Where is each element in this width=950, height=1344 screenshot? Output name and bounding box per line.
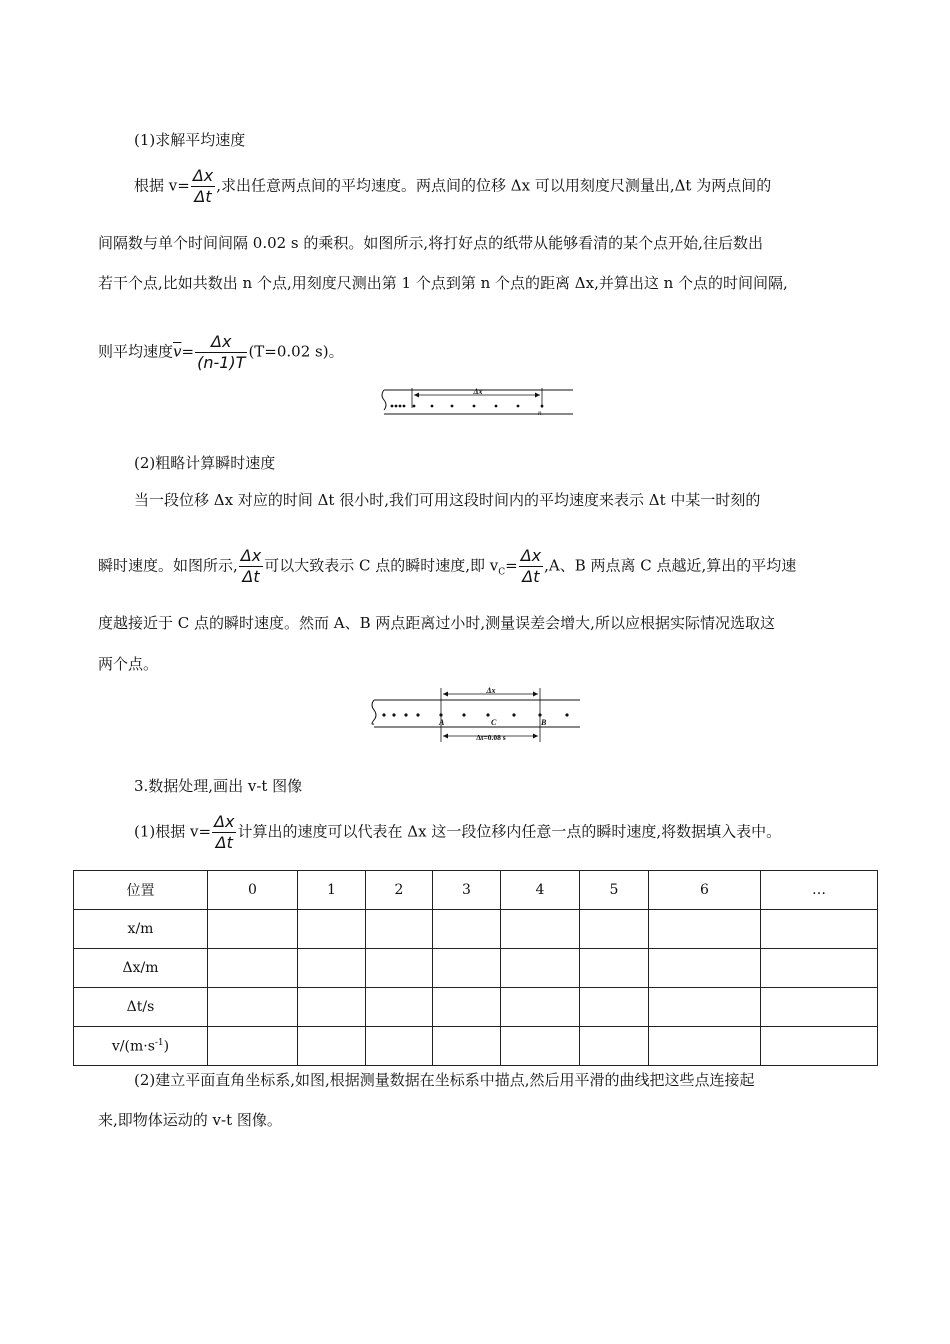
- table-cell: [208, 988, 298, 1027]
- table-cell: [649, 988, 761, 1027]
- section2-line3: 度越接近于 C 点的瞬时速度。然而 A、B 两点距离过小时,测量误差会增大,所以应根据实际情况选取这: [98, 614, 775, 632]
- section2-heading: (2)粗略计算瞬时速度: [134, 454, 276, 472]
- table-cell: [501, 1027, 580, 1066]
- table-cell: [649, 1027, 761, 1066]
- table-header-cell: 1: [298, 871, 366, 910]
- section3-line1: (1)根据 v= $\frac{\Delta x}{\Delta t}$ 计算出的速度可以代表在 Δx 这一段位移内任意一点的瞬时速度,将数据填入表中。: [134, 812, 782, 852]
- section1-line3: 若干个点,比如共数出 n 个点,用刻度尺测出第 1 个点到第 n 个点的距离 Δx,并算出这 n 个点的时间间隔,: [98, 274, 788, 292]
- table-header-cell: 4: [501, 871, 580, 910]
- table-cell: [501, 988, 580, 1027]
- table-cell: [433, 949, 501, 988]
- table-row: [74, 1027, 878, 1066]
- tape1-dx-label: Δx: [473, 387, 483, 396]
- table-cell: [649, 910, 761, 949]
- table-cell: [298, 910, 366, 949]
- tape2-a-label: A: [439, 718, 445, 727]
- table-header-cell: 5: [580, 871, 649, 910]
- section4-line1: (2)建立平面直角坐标系,如图,根据测量数据在坐标系中描点,然后用平滑的曲线把这些点连接起: [134, 1071, 755, 1089]
- table-cell: [298, 1027, 366, 1066]
- table-header-cell: 6: [649, 871, 761, 910]
- table-row: [74, 910, 878, 949]
- table-header-cell: …: [761, 871, 878, 910]
- table-cell: [208, 1027, 298, 1066]
- table-row: [74, 988, 878, 1027]
- table-cell: [501, 910, 580, 949]
- table-cell: [580, 1027, 649, 1066]
- table-header-cell: 2: [366, 871, 433, 910]
- vc-fraction: $\frac{\Delta x}{\Delta t}$: [520, 546, 542, 586]
- table-cell: [580, 949, 649, 988]
- table-cell: [298, 949, 366, 988]
- table-cell: [366, 1027, 433, 1066]
- table-header-row: [74, 871, 878, 910]
- table-cell: [580, 988, 649, 1027]
- dx-over-dt-fraction: $\frac{\Delta x}{\Delta t}$: [192, 166, 214, 206]
- table-cell: [208, 949, 298, 988]
- table-cell: [366, 988, 433, 1027]
- table-row: [74, 949, 878, 988]
- table-cell: [761, 988, 878, 1027]
- section2-line1: 当一段位移 Δx 对应的时间 Δt 很小时,我们可用这段时间内的平均速度来表示 Δt 中某一时刻的: [134, 491, 761, 509]
- table-cell: [433, 1027, 501, 1066]
- tape2-b-label: B: [541, 718, 547, 727]
- row-label-dt: Δt/s: [74, 988, 208, 1027]
- tape-figure-n-points: [378, 384, 578, 420]
- table-cell: [366, 910, 433, 949]
- section1-line1: 根据 v= $\frac{\Delta x}{\Delta t}$ ,求出任意两点间的平均速度。两点间的位移 Δx 可以用刻度尺测量出,Δt 为两点间的: [134, 166, 772, 206]
- table-cell: [433, 988, 501, 1027]
- table-cell: [761, 1027, 878, 1066]
- table-cell: [208, 910, 298, 949]
- section4-line2: 来,即物体运动的 v-t 图像。: [98, 1111, 282, 1129]
- table-cell: [366, 949, 433, 988]
- table-header-cell: 位置: [74, 871, 208, 910]
- table-cell: [761, 949, 878, 988]
- average-velocity-fraction: $\frac{\Delta x}{(n-1)T}$: [197, 332, 246, 372]
- section2-line4: 两个点。: [98, 655, 159, 673]
- table-cell: [580, 910, 649, 949]
- table-cell: [761, 910, 878, 949]
- row-label-v: $v/(m\cdot s^{-1})$: [74, 1027, 208, 1066]
- section2-line2: 瞬时速度。如图所示, $\frac{\Delta x}{\Delta t}$ 可以大致表示 C 点的瞬时速度,即 $v_C=$ $\frac{\Delta x}{\Delta t}$ ,A、B 两点离 C 点越近,算出的平均速: [98, 546, 797, 586]
- section1-line2: 间隔数与单个时间间隔 0.02 s 的乘积。如图所示,将打好点的纸带从能够看清的某个点开始,往后数出: [98, 234, 763, 252]
- tape1-n-label: n: [538, 409, 542, 417]
- tape2-dt-label: Δt=0.08 s: [476, 733, 506, 742]
- table-cell: [433, 910, 501, 949]
- table-cell: [298, 988, 366, 1027]
- table-header-cell: 3: [433, 871, 501, 910]
- table-header-cell: 0: [208, 871, 298, 910]
- table-cell: [501, 949, 580, 988]
- section1-line4: 则平均速度$\overline{v}=$ $\frac{\Delta x}{(n-1)T}$ (T=0.02 s)。: [98, 332, 344, 372]
- tape-figure-a-c-b: [366, 684, 582, 744]
- data-table: [73, 870, 878, 1066]
- section1-heading: (1)求解平均速度: [134, 131, 246, 149]
- row-label-x: x/m: [74, 910, 208, 949]
- tape2-c-label: C: [491, 718, 497, 727]
- dx-over-dt-fraction-3: $\frac{\Delta x}{\Delta t}$: [214, 812, 235, 852]
- table-cell: [649, 949, 761, 988]
- dx-over-dt-fraction-2: $\frac{\Delta x}{\Delta t}$: [240, 546, 262, 586]
- tape2-dx-label: Δx: [486, 686, 496, 695]
- section3-heading: 3.数据处理,画出 v-t 图像: [134, 777, 303, 795]
- row-label-dx: Δx/m: [74, 949, 208, 988]
